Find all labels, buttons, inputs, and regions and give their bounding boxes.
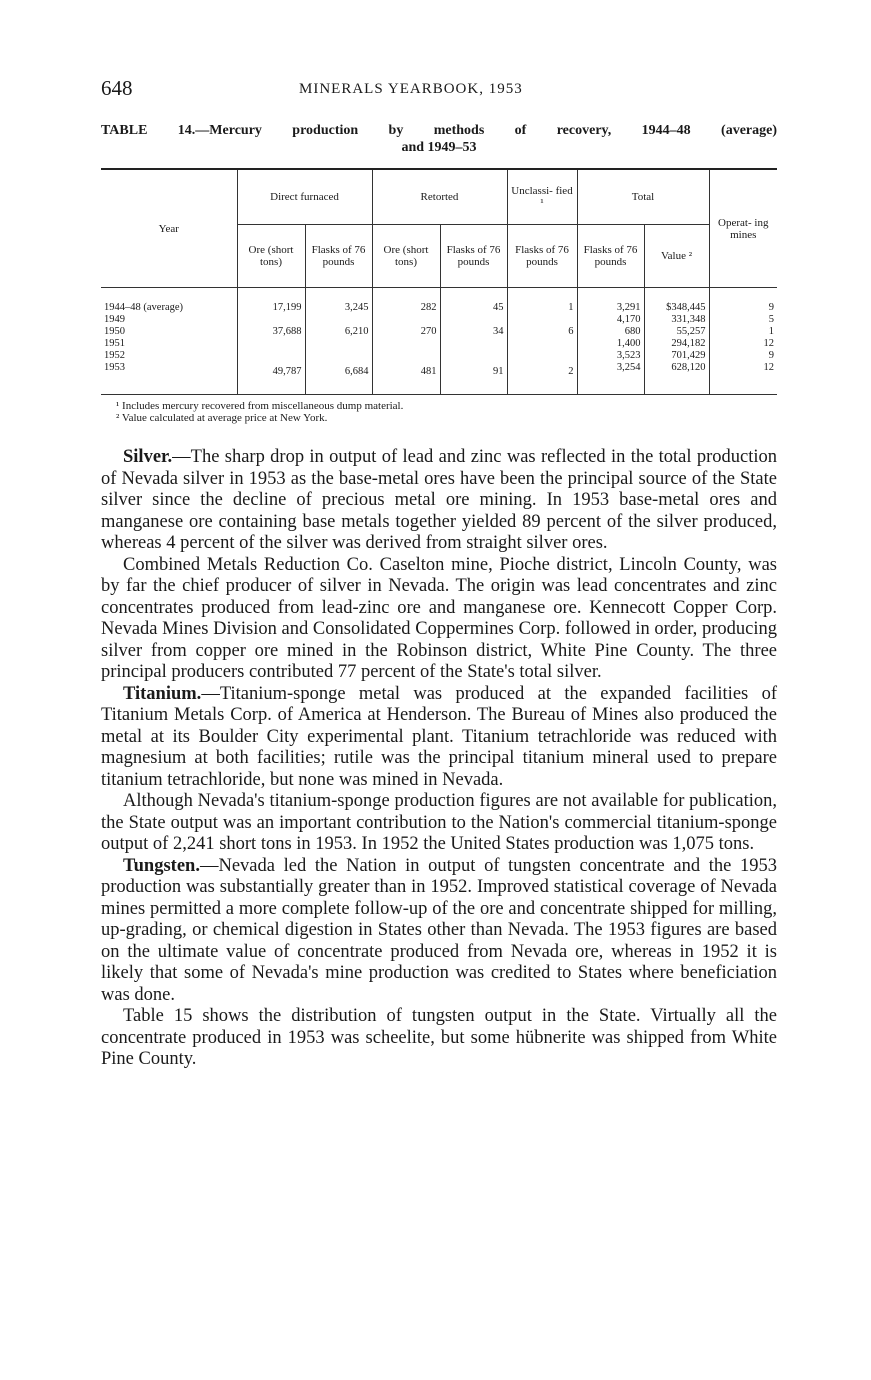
col-total-flasks: Flasks of 76 pounds [577,225,644,288]
mines-cell: 5 [709,314,777,326]
direct-flasks-cell: 6,684 [305,350,372,395]
paragraph-text: —Nevada led the Nation in output of tungsten concentrate and the 1953 production was substantially greater than in 1952. Improved statistical coverage of Nevada mines permitted a more complete follow-up of the ore and concentrate shipped for milling, up-grading, or chemical digestion in States other than Nevada. The 1953 figures are based on the ultimate value of concentrate produced from Nevada ore, whereas in 1952 it is likely that some of Nevada's mine production was credited to States where beneficiation was done. [101,855,777,1005]
retorted-ore-cell: 481 [372,350,440,395]
unclassified-cell: 2 [507,350,577,395]
direct-flasks-cell: 3,245 [305,288,372,315]
footnote: ¹ Includes mercury recovered from miscellaneous dump material. [116,400,404,412]
year-cell: 1953 [104,362,125,373]
total-flasks-cell: 1,400 [577,338,644,350]
footnote: ² Value calculated at average price at New York. [116,412,328,424]
mines-cell: 1 [709,326,777,338]
col-group-retorted: Retorted [372,169,507,225]
paragraph-silver [101,447,777,555]
col-unclassified-flasks: Flasks of 76 pounds [507,225,577,288]
total-flasks-cell: 3,254 [577,362,644,395]
direct-ore-cell: 49,787 [237,350,305,395]
page-number: 648 [101,76,133,100]
paragraph-tungsten [101,856,777,1007]
col-retorted-flasks: Flasks of 76 pounds [440,225,507,288]
col-group-direct: Direct furnaced [237,169,372,225]
year-cell: 1950 [104,326,125,337]
year-cell: 1949 [104,314,125,325]
paragraph-silver-producers: Combined Metals Reduction Co. Caselton mine, Pioche district, Lincoln County, was by far the chief producer of silver in Nevada. The origin was lead concentrates and zinc concentrates produced from lead-zinc ore and manganese ore. Kennecott Copper Corp. Nevada Mines Division and Consolidated Coppermines Corp. followed in order, producing silver from copper ore mined in the Robinson district, White Pine County. The three principal producers contributed 77 percent of the State's total silver. [101,554,777,682]
total-value-cell: 331,348 [644,314,709,326]
col-direct-ore: Ore (short tons) [237,225,305,288]
total-flasks-cell: 4,170 [577,314,644,326]
total-flasks-cell: 3,291 [577,288,644,315]
heading-silver: Silver. [123,447,173,467]
table-footnotes [116,400,403,424]
paragraph-titanium-output: Although Nevada's titanium-sponge production figures are not available for publication, the State output was an important contribution to the Nation's commercial titanium-sponge output of 2,241 short tons in 1953. In 1952 the United States production was 1,075 tons. [101,791,777,854]
direct-ore-cell: 17,199 [237,288,305,315]
year-cell: 1952 [104,350,125,361]
retorted-flasks-cell: 45 [440,288,507,315]
heading-titanium: Titanium. [123,683,202,704]
total-value-cell: $348,445 [644,288,709,315]
total-flasks-cell: 3,523 [577,350,644,362]
table-row [101,350,777,362]
col-operating-mines: Operat- ing mines [709,169,777,288]
direct-ore-cell: 37,688 [237,314,305,350]
retorted-flasks-cell: 34 [440,314,507,350]
col-direct-flasks: Flasks of 76 pounds [305,225,372,288]
table-row [101,314,777,326]
mines-cell: 9 [709,350,777,362]
paragraph-tungsten-distribution: Table 15 shows the distribution of tungsten output in the State. Virtually all the concentrate produced in 1953 was scheelite, but some hübnerite was shipped from White Pine County. [101,1006,777,1069]
retorted-ore-cell: 282 [372,288,440,315]
paragraph-titanium [101,684,777,792]
direct-flasks-cell: 6,210 [305,314,372,350]
total-value-cell: 628,120 [644,362,709,395]
col-group-unclassified: Unclassi- fied ¹ [507,169,577,225]
unclassified-cell: 6 [507,314,577,350]
paragraph-text: —Titanium-sponge metal was produced at the expanded facilities of Titanium Metals Corp. of America at Henderson. The Bureau of Mines also produced the metal at its Boulder City experimental plant. Titanium tetrachloride was reduced with magnesium at both facilities; rutile was the principal titanium mineral used to prepare titanium tetrachloride, but none was mined in Nevada. [101,683,777,790]
table-title-line1: TABLE 14.—Mercury production by methods of recovery, 1944–48 (average) [101,123,777,138]
page-header [101,76,777,106]
year-cell: 1951 [104,338,125,349]
col-year: Year [101,169,237,288]
running-title: MINERALS YEARBOOK, 1953 [299,81,523,97]
table-title [101,122,777,156]
col-retorted-ore: Ore (short tons) [372,225,440,288]
mines-cell: 12 [709,362,777,395]
table-title-line2: and 1949–53 [401,140,477,155]
col-group-total: Total [577,169,709,225]
table-row [101,288,777,315]
mines-cell: 9 [709,288,777,315]
total-value-cell: 294,182 [644,338,709,350]
paragraph-text: —The sharp drop in output of lead and zinc was reflected in the total production of Nevada silver in 1953 as the base-metal ores have been the principal source of the State silver since the decline of precious metal ore mining. In 1953 base-metal ores and manganese ore containing base metals together yielded 89 percent of the silver produced, whereas 4 percent of the silver was derived from straight silver ores. [101,447,777,553]
mercury-table [101,168,777,395]
body-text [101,447,777,1071]
year-cell: 1944–48 (average) [104,302,184,313]
mines-cell: 12 [709,338,777,350]
total-value-cell: 701,429 [644,350,709,362]
total-flasks-cell: 680 [577,326,644,338]
unclassified-cell: 1 [507,288,577,315]
retorted-ore-cell: 270 [372,314,440,350]
total-value-cell: 55,257 [644,326,709,338]
retorted-flasks-cell: 91 [440,350,507,395]
col-total-value: Value ² [644,225,709,288]
heading-tungsten: Tungsten. [123,855,200,876]
